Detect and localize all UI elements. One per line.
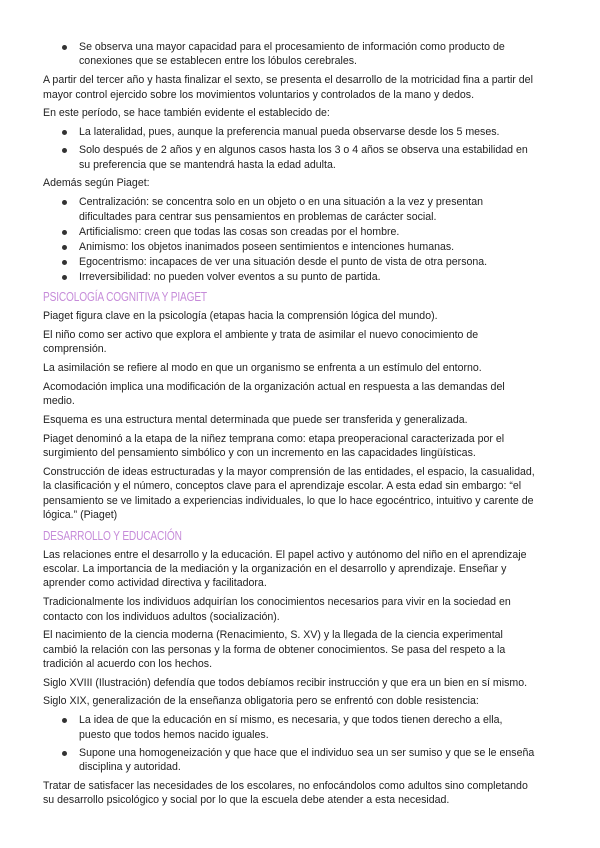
text-line: Tradicionalmente los individuos adquirían los conocimientos necesarios para vivir en la sociedad en: [43, 596, 511, 609]
paragraph: [43, 694, 573, 708]
paragraph: [43, 309, 573, 323]
text-line: su desarrollo psicológico y social por lo que la escuela debe atender a esta necesidad.: [43, 794, 450, 807]
text-line: mayor control ejercido sobre los movimientos voluntarios y controlados de la mano y dedos.: [43, 88, 475, 101]
bullet-list: [43, 40, 573, 69]
bullet-list: [43, 125, 573, 172]
bullet-icon: [62, 260, 67, 265]
text-line: A partir del tercer año y hasta finalizar el sexto, se presenta el desarrollo de la motricidad fina a partir del: [43, 74, 533, 87]
paragraph: [43, 432, 573, 461]
paragraph: [43, 676, 573, 690]
bullet-icon: [62, 45, 67, 50]
paragraph: [43, 361, 573, 375]
text-line: La asimilación se refiere al modo en que un organismo se enfrenta a un estímulo del entorno.: [43, 362, 482, 375]
text-line: El nacimiento de la ciencia moderna (Renacimiento, S. XV) y la llegada de la ciencia experimental: [43, 629, 503, 642]
list-item: [43, 143, 573, 172]
text-line: escolar. La importancia de la mediación y la organización en el desarrollo y aprendizaje. Enseñar y: [43, 563, 507, 576]
text-line: Supone una homogeneización y que hace que el individuo sea un ser sumiso y que se le enseña: [79, 746, 535, 759]
list-item: [43, 240, 573, 254]
text-line: La idea de que la educación en sí mismo, es necesaria, y que todos tienen derecho a ella,: [79, 714, 503, 727]
text-line: Piaget denominó a la etapa de la niñez temprana como: etapa preoperacional caracterizada por el: [43, 432, 505, 445]
paragraph: [43, 628, 573, 671]
text-line: su preferencia que se mantendrá hasta la edad adulta.: [79, 158, 336, 171]
text-line: El niño como ser activo que explora el ambiente y trata de asimilar el nuevo conocimiento de: [43, 328, 479, 341]
section-heading: DESARROLLO Y EDUCACIÓN: [43, 527, 182, 543]
section-heading: PSICOLOGÍA COGNITIVA Y PIAGET: [43, 289, 207, 305]
text-line: dificultades para centrar sus pensamientos en problemas de carácter social.: [79, 210, 437, 223]
text-line: tradición al acuerdo con los hechos.: [43, 658, 213, 671]
text-line: puesto que todos hemos nacido iguales.: [79, 728, 269, 741]
list-item: [43, 225, 573, 239]
paragraph: [43, 465, 573, 523]
text-line: Siglo XIX, generalización de la enseñanza obligatoria pero se enfrentó con doble resistencia:: [43, 695, 479, 708]
list-item: [43, 40, 573, 69]
paragraph: [43, 548, 573, 591]
bullet-icon: [62, 130, 67, 135]
paragraph: [43, 176, 573, 190]
paragraph: [43, 106, 573, 120]
list-item: [43, 746, 573, 775]
bullet-icon: [62, 751, 67, 756]
document-page: [43, 40, 573, 812]
text-line: aprender como actividad directiva y facilitadora.: [43, 577, 267, 590]
text-line: lógica.” (Piaget): [43, 508, 118, 521]
bullet-list: [43, 713, 573, 775]
text-line: Centralización: se concentra solo en un objeto o en una situación a la vez y presentan: [79, 196, 483, 209]
text-line: Se observa una mayor capacidad para el procesamiento de información como producto de: [79, 41, 505, 53]
bullet-icon: [62, 200, 67, 205]
text-line: disciplina y autoridad.: [79, 761, 181, 774]
text-line: Artificialismo: creen que todas las cosas son creadas por el hombre.: [79, 225, 400, 238]
paragraph: [43, 328, 573, 357]
list-item: [43, 713, 573, 742]
paragraph: [43, 73, 573, 102]
text-line: Irreversibilidad: no pueden volver eventos a su punto de partida.: [79, 270, 381, 283]
text-line: Construcción de ideas estructuradas y la mayor comprensión de las entidades, el espacio, la casualidad,: [43, 465, 535, 478]
text-line: cambió la relación con las personas y la forma de obtener conocimientos. Se pasa del respeto a la: [43, 643, 506, 656]
text-line: contacto con los individuos adultos (socialización).: [43, 610, 280, 623]
text-line: Acomodación implica una modificación de la organización actual en respuesta a las demandas del: [43, 380, 505, 393]
paragraph: [43, 779, 573, 808]
text-line: Tratar de satisfacer las necesidades de los escolares, no enfocándolos como adultos sino completando: [43, 780, 528, 793]
text-line: Las relaciones entre el desarrollo y la educación. El papel activo y autónomo del niño en el aprendizaje: [43, 548, 527, 561]
paragraph: [43, 380, 573, 409]
text-line: Esquema es una estructura mental determinada que puede ser transferida y generalizada.: [43, 413, 468, 426]
text-line: pensamiento se ve limitado a experiencias individuales, lo que lo hace egocéntrico, intuitivo y carente de: [43, 494, 534, 507]
text-line: conexiones que se establecen entre los lóbulos cerebrales.: [79, 55, 357, 68]
text-line: Animismo: los objetos inanimados poseen sentimientos e intenciones humanas.: [79, 240, 455, 253]
bullet-icon: [62, 245, 67, 250]
list-item: [43, 125, 573, 139]
list-item: [43, 270, 573, 284]
text-line: Egocentrismo: incapaces de ver una situación desde el punto de vista de otra persona.: [79, 255, 488, 268]
text-line: surgimiento del pensamiento simbólico y con un incremento en las capacidades lingüísticas.: [43, 446, 476, 459]
text-line: la clasificación y el número, conceptos clave para el aprendizaje escolar. A esta edad sin embargo: “el: [43, 480, 522, 493]
bullet-icon: [62, 148, 67, 153]
list-item: [43, 195, 573, 224]
text-line: medio.: [43, 395, 75, 408]
text-line: Siglo XVIII (Ilustración) defendía que todos debíamos recibir instrucción y que era un bien en sí mismo.: [43, 676, 528, 689]
list-item: [43, 255, 573, 269]
text-line: Solo después de 2 años y en algunos casos hasta los 3 o 4 años se observa una estabilidad en: [79, 144, 528, 157]
bullet-icon: [62, 718, 67, 723]
bullet-list: [43, 195, 573, 284]
paragraph: [43, 413, 573, 427]
text-line: En este período, se hace también evidente el establecido de:: [43, 107, 330, 120]
text-line: Además según Piaget:: [43, 177, 150, 190]
bullet-icon: [62, 230, 67, 235]
text-line: La lateralidad, pues, aunque la preferencia manual pueda observarse desde los 5 meses.: [79, 125, 500, 138]
text-line: Piaget figura clave en la psicología (etapas hacia la comprensión lógica del mundo).: [43, 310, 438, 323]
text-line: comprensión.: [43, 343, 107, 356]
paragraph: [43, 595, 573, 624]
bullet-icon: [62, 275, 67, 280]
